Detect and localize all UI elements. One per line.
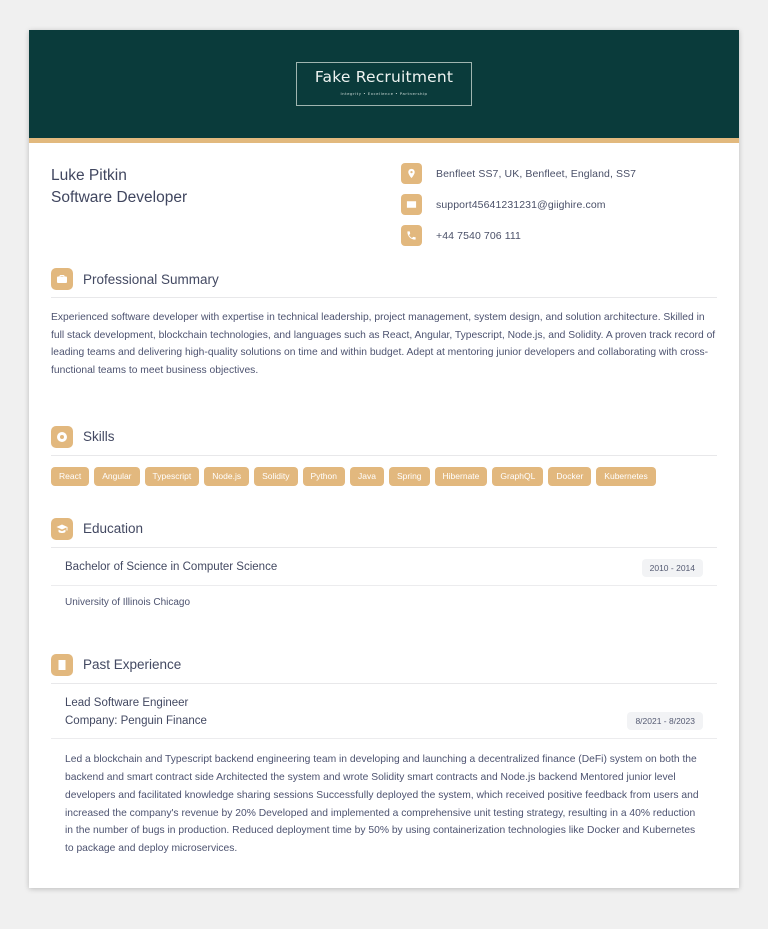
experience-section-title: Past Experience	[83, 657, 182, 673]
summary-text: Experienced software developer with expertise in technical leadership, project management, system design, and solution architecture. Skilled in full stack development, blockchain technologies, and languages such as React, Angular, Typescript, Node.js, and Solidity. A proven track record of leading teams and delivering high-quality solutions on time and within budget. Adept at mentoring junior developers and collaborating with cross-functional teams to meet business objectives.	[51, 312, 716, 377]
skill-tag: GraphQL	[492, 467, 543, 486]
experience-section-header	[51, 654, 717, 684]
email-text[interactable]: support45641231231@giighire.com	[436, 198, 606, 211]
resume-body	[29, 143, 739, 888]
logo-title: Fake Recruitment	[314, 68, 454, 87]
map-pin-icon	[401, 163, 422, 184]
identity-contact-row	[51, 161, 717, 246]
phone-text[interactable]: +44 7540 706 111	[436, 229, 521, 242]
building-icon	[51, 654, 73, 676]
candidate-name: Luke Pitkin	[51, 167, 127, 184]
experience-role-company	[65, 695, 207, 731]
skill-tag: React	[51, 467, 89, 486]
experience-date-badge: 8/2021 - 8/2023	[627, 712, 703, 730]
contact-phone-row[interactable]	[401, 225, 717, 246]
contact-block	[401, 161, 717, 246]
education-date-badge: 2010 - 2014	[642, 559, 703, 577]
spacer	[51, 384, 717, 426]
briefcase-icon	[51, 268, 73, 290]
education-section-title: Education	[83, 521, 144, 537]
header-banner	[29, 30, 739, 138]
candidate-title: Software Developer	[51, 189, 188, 207]
skills-section-title: Skills	[83, 429, 115, 445]
graduation-cap-icon	[51, 518, 73, 540]
spacer	[51, 612, 717, 654]
skill-tag: Python	[303, 467, 345, 486]
skill-tag: Hibernate	[435, 467, 488, 486]
skill-tag: Solidity	[254, 467, 297, 486]
skill-tag: Node.js	[204, 467, 249, 486]
section-education	[51, 518, 717, 608]
skills-tag-list	[51, 467, 717, 486]
logo-tagline: Integrity • Excellence • Partnership	[340, 90, 428, 96]
skill-tag: Kubernetes	[596, 467, 655, 486]
education-degree: Bachelor of Science in Computer Science	[65, 561, 278, 573]
education-entry-header	[51, 559, 717, 586]
experience-entry-header	[51, 695, 717, 740]
phone-icon	[401, 225, 422, 246]
skill-tag: Spring	[389, 467, 430, 486]
section-past-experience	[51, 654, 717, 858]
section-skills	[51, 426, 717, 486]
skill-tag: Angular	[94, 467, 139, 486]
skill-tag: Docker	[548, 467, 591, 486]
gear-icon	[51, 426, 73, 448]
contact-email-row[interactable]	[401, 194, 717, 215]
education-institution: University of Illinois Chicago	[65, 596, 191, 608]
location-text: Benfleet SS7, UK, Benfleet, England, SS7	[436, 167, 637, 180]
skill-tag: Typescript	[145, 467, 200, 486]
summary-section-header	[51, 268, 717, 298]
company-logo	[296, 62, 472, 105]
contact-location-row	[401, 163, 717, 184]
identity-block	[51, 161, 401, 246]
education-section-header	[51, 518, 717, 548]
envelope-icon	[401, 194, 422, 215]
skills-section-header	[51, 426, 717, 456]
spacer	[51, 490, 717, 518]
section-professional-summary	[51, 268, 717, 380]
experience-company: Company: Penguin Finance	[65, 714, 207, 727]
skill-tag: Java	[350, 467, 384, 486]
experience-role: Lead Software Engineer	[65, 696, 189, 709]
resume-document	[29, 30, 739, 888]
summary-section-title: Professional Summary	[83, 271, 219, 287]
experience-description: Led a blockchain and Typescript backend engineering team in developing and launching a decentralized finance (DeFi) system on both the backend and smart contract side Architected the system and wrote Solidity smart contracts and Node.js backend Mentored junior level developers and facilitated knowledge sharing sessions Successfully deployed the system, which received positive feedback from users and increased the company's revenue by 20% Developed and implemented a comprehensive unit testing strategy, resulting in a 40% reduction in the number of bugs in production. Reduced deployment time by 50% by using containerization technologies like Docker and Kubernetes to package and deploy microservices.	[65, 754, 699, 854]
